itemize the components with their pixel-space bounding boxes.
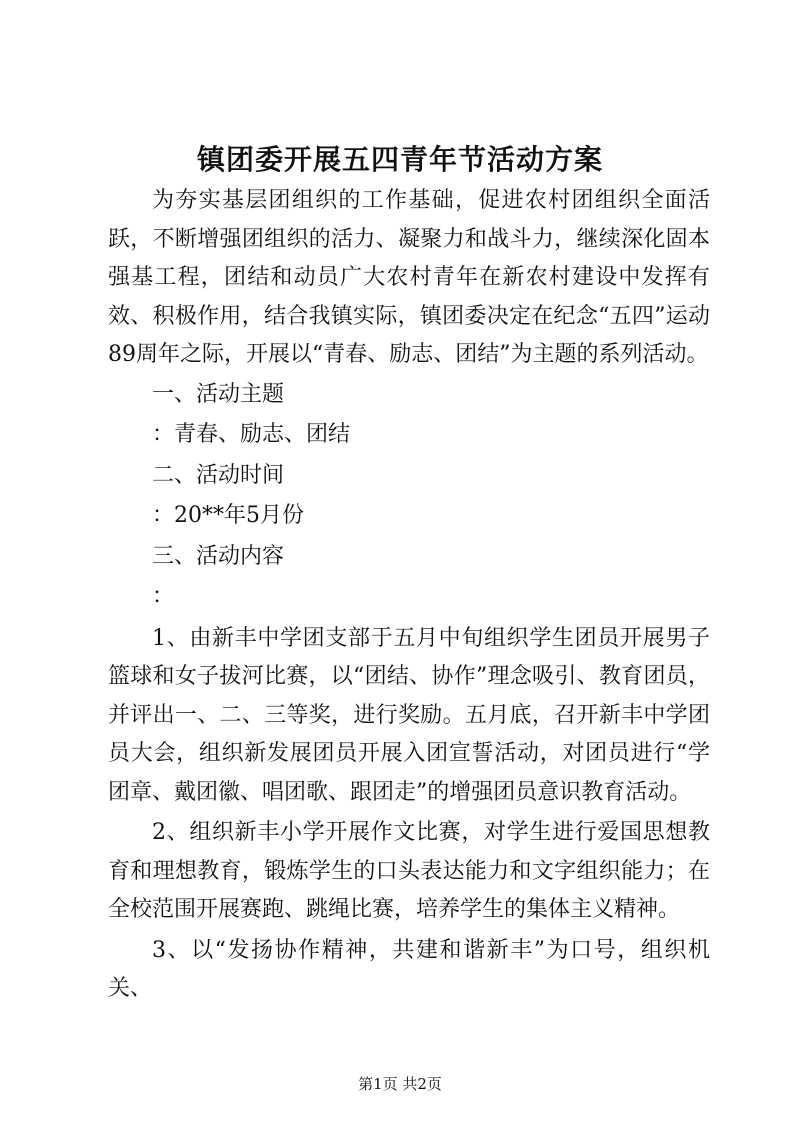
document-title: 镇团委开展五四青年节活动方案	[196, 143, 603, 176]
section-value-theme: ：青春、励志、团结	[152, 422, 351, 447]
section-heading-time: 二、活动时间	[152, 462, 285, 488]
content-item-3: 3、以“发扬协作精神，共建和谐新丰”为口号，组织机关、	[108, 937, 710, 1001]
content-item-1: 1、由新丰中学团支部于五月中旬组织学生团员开展男子篮球和女子拔河比赛，以“团结、协作”理念吸引、教育团员，并评出一、二、三等奖，进行奖励。五月底，召开新丰中学团员大会，组织新发展团员开展入团宣誓活动，对团员进行“学团章、戴团徽、唱团歌、跟团走”的增强团员意识教育活动。	[108, 625, 710, 805]
page-number-footer: 第1页 共2页	[358, 1075, 442, 1093]
content-item-2: 2、组织新丰小学开展作文比赛，对学生进行爱国思想教育和理想教育，锻炼学生的口头表达能力和文字组织能力；在全校范围开展赛跑、跳绳比赛，培养学生的集体主义精神。	[108, 820, 710, 922]
intro-paragraph: 为夯实基层团组织的工作基础，促进农村团组织全面活跃，不断增强团组织的活力、凝聚力和战斗力，继续深化固本强基工程，团结和动员广大农村青年在新农村建设中发挥有效、积极作用，结合我镇实际，镇团委决定在纪念“五四”运动89周年之际，开展以“青春、励志、团结”为主题的系列活动。	[108, 188, 710, 367]
document-body	[108, 182, 710, 1009]
section-value-time: ：20**年5月份	[152, 503, 304, 528]
section-value-content: ：	[152, 584, 175, 609]
section-heading-theme: 一、活动主题	[152, 381, 285, 407]
section-heading-content: 三、活动内容	[152, 543, 285, 569]
